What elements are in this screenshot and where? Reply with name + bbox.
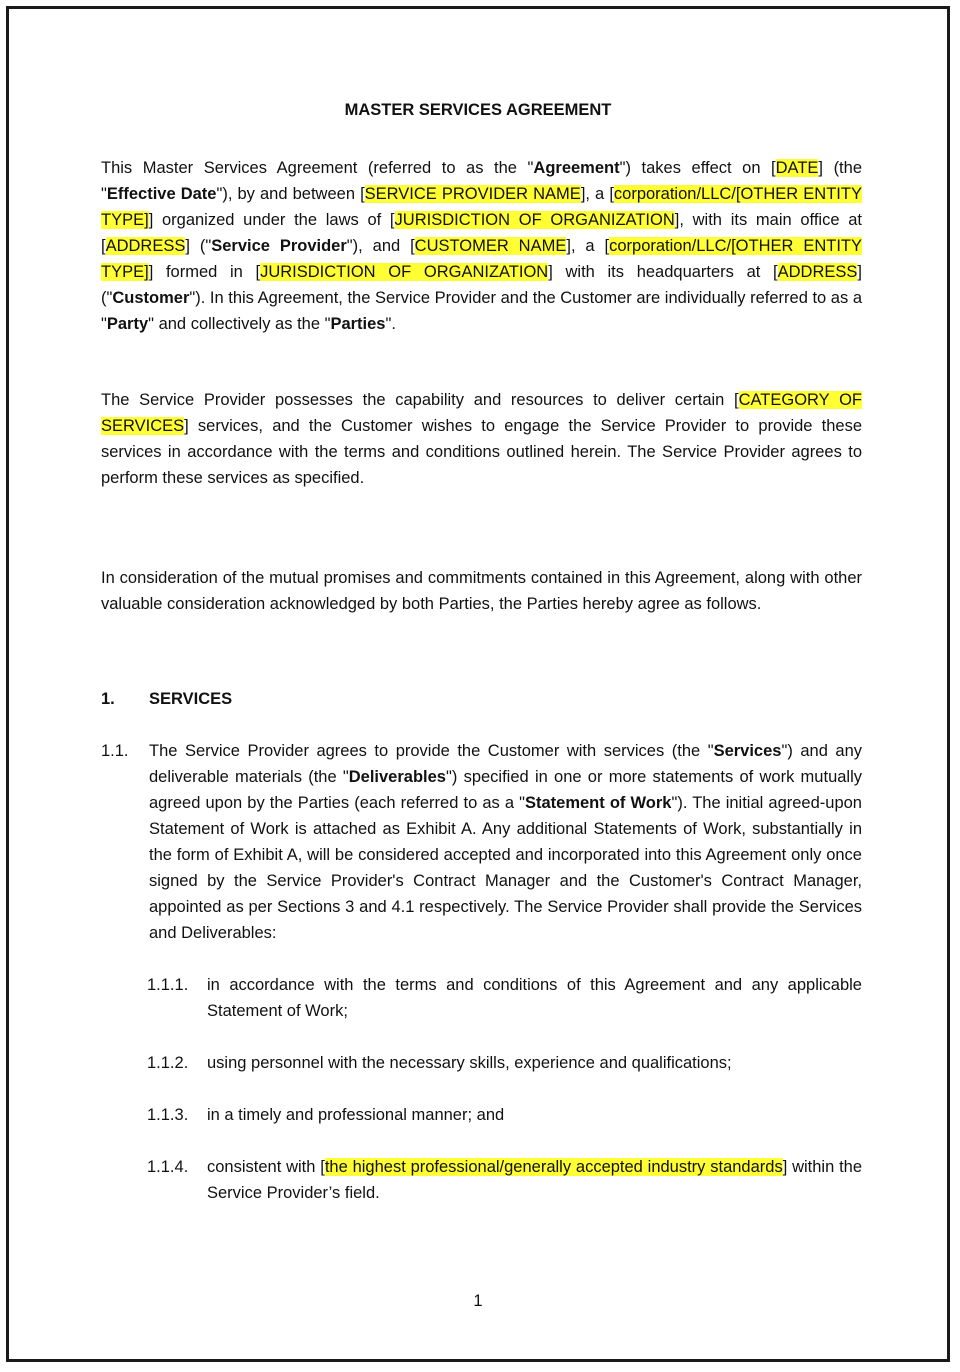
recital-text: ] services, and the Customer wishes to engage the Service Provider to provide these services in accordance with the terms and conditions outlined herein. The Service Provider agrees to perform these services as specified. <box>101 417 862 487</box>
placeholder-provider-address: ADDRESS <box>105 237 186 255</box>
intro-text: " and collectively as the " <box>148 315 331 333</box>
intro-text: ] with its headquarters at [ <box>548 263 778 281</box>
placeholder-customer-name: CUSTOMER NAME <box>414 237 567 255</box>
intro-text: ] (" <box>101 263 862 307</box>
defined-term-agreement: Agreement <box>533 159 620 177</box>
subclause-number: 1.1.2. <box>147 1054 189 1072</box>
subclause-segment: ] within the Service Provider’s field. <box>207 1158 863 1202</box>
intro-text: "), by and between [ <box>216 185 365 203</box>
intro-text: ") takes effect on [ <box>619 159 776 177</box>
defined-term-customer: Customer <box>112 289 190 307</box>
defined-term-deliverables: Deliverables <box>348 768 446 786</box>
section-title: SERVICES <box>149 690 233 708</box>
clause-segment: ") and any deliverable materials (the " <box>149 742 862 786</box>
intro-text: ". <box>385 315 396 333</box>
defined-term-statement-of-work: Statement of Work <box>524 794 672 812</box>
intro-text: ], with its main office at [ <box>101 211 862 255</box>
intro-paragraph <box>101 155 862 337</box>
placeholder-provider-name: SERVICE PROVIDER NAME <box>364 185 581 203</box>
consideration-paragraph: In consideration of the mutual promises and commitments contained in this Agreement, along with other valuable consideration acknowledged by both Parties, the Parties hereby agree as follows. <box>101 569 862 613</box>
intro-text: This Master Services Agreement (referred to as the " <box>101 159 534 177</box>
placeholder-customer-address: ADDRESS <box>777 263 858 281</box>
clause-segment: "). The initial agreed-upon Statement of Work is attached as Exhibit A. Any additional Statements of Work, substantially in the form of Exhibit A, will be considered accepted and incorporated into this Agreement only once signed by the Service Provider's Contract Manager and the Customer's Contract Manager, appointed as per Sections 3 and 4.1 respectively. The Service Provider shall provide the Services and Deliverables: <box>149 794 862 942</box>
subclause-number: 1.1.4. <box>147 1158 189 1176</box>
subclause-text: using personnel with the necessary skills, experience and qualifications; <box>207 1054 732 1072</box>
page-number: 1 <box>473 1292 483 1310</box>
placeholder-standard: the highest professional/generally accepted industry standards <box>324 1158 783 1176</box>
placeholder-category: CATEGORY OF SERVICES <box>101 391 862 435</box>
clause-text <box>149 738 862 946</box>
defined-term-services: Services <box>713 742 782 760</box>
subclause-text <box>207 1154 862 1206</box>
subclause-number: 1.1.3. <box>147 1106 189 1124</box>
intro-text: "), and [ <box>346 237 415 255</box>
intro-text: ], a [ <box>566 237 610 255</box>
document-page <box>6 6 950 1362</box>
intro-text: ] formed in [ <box>148 263 261 281</box>
intro-text: "). In this Agreement, the Service Provider and the Customer are individually referred to as a " <box>101 289 862 333</box>
placeholder-customer-jurisdiction: JURISDICTION OF ORGANIZATION <box>260 263 549 281</box>
intro-text: ], a [ <box>580 185 614 203</box>
recital-paragraph <box>101 387 862 491</box>
defined-term-service-provider: Service Provider <box>211 237 347 255</box>
subclause-number: 1.1.1. <box>147 976 189 994</box>
intro-text: ] (" <box>185 237 212 255</box>
placeholder-customer-entity: corporation/LLC/[OTHER ENTITY TYPE] <box>101 237 863 281</box>
document-title: MASTER SERVICES AGREEMENT <box>344 101 612 119</box>
recital-text: The Service Provider possesses the capability and resources to deliver certain [ <box>101 391 739 409</box>
defined-term-effective-date: Effective Date <box>106 185 217 203</box>
intro-text: ] (the " <box>101 159 862 203</box>
subclause-text: in accordance with the terms and conditions of this Agreement and any applicable Statement of Work; <box>207 976 862 1020</box>
intro-text: ] organized under the laws of [ <box>148 211 395 229</box>
clause-number: 1.1. <box>101 742 129 760</box>
section-number: 1. <box>101 690 115 708</box>
placeholder-date: DATE <box>775 159 819 177</box>
subclause-segment: consistent with [ <box>207 1158 325 1176</box>
placeholder-provider-jurisdiction: JURISDICTION OF ORGANIZATION <box>394 211 675 229</box>
subclause-text: in a timely and professional manner; and <box>207 1106 505 1124</box>
defined-term-party: Party <box>106 315 149 333</box>
clause-segment: ") specified in one or more statements of work mutually agreed upon by the Parties (each referred to as a " <box>149 768 862 812</box>
placeholder-provider-entity: corporation/LLC/[OTHER ENTITY TYPE] <box>101 185 862 229</box>
defined-term-parties: Parties <box>330 315 386 333</box>
clause-segment: The Service Provider agrees to provide the Customer with services (the " <box>149 742 714 760</box>
